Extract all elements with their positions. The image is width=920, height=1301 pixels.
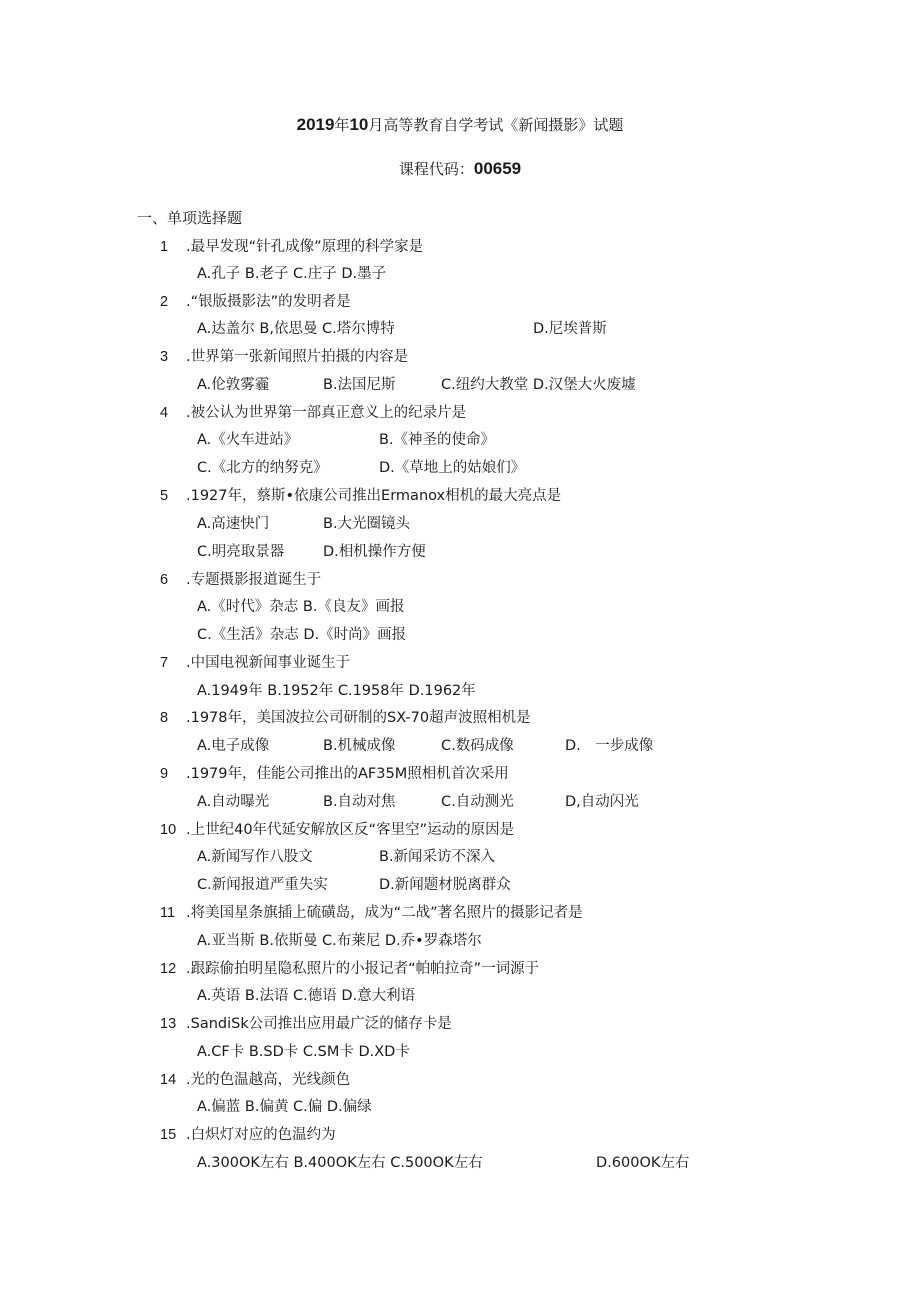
question-number: 12 [160, 961, 177, 977]
option-b: B.自动对焦 [323, 794, 396, 810]
title-year-suffix: 年 [334, 116, 350, 134]
option-line: A.《时代》杂志 B.《良友》画报 [197, 599, 405, 615]
option-line: D.600OK左右 [596, 1155, 690, 1171]
question-text: .“银版摄影法”的发明者是 [186, 294, 351, 310]
question-1 [160, 236, 423, 258]
option-c: C.数码成像 [441, 738, 514, 754]
option-a: A.自动曝光 [197, 794, 270, 810]
option-b: B.机械成像 [323, 738, 396, 754]
question-text: .SandiSk公司推出应用最广泛的储存卡是 [186, 1016, 452, 1032]
option-line: A.1949年 B.1952年 C.1958年 D.1962年 [197, 683, 476, 699]
option-b: B.《神圣的使命》 [379, 432, 496, 448]
question-text: .1927年，蔡斯•依康公司推出Ermanox相机的最大亮点是 [186, 488, 562, 504]
option-a: A.《火车进站》 [197, 432, 299, 448]
option-line: C.《生活》杂志 D.《时尚》画报 [197, 627, 407, 643]
question-text: .1979年，佳能公司推出的AF35M照相机首次采用 [186, 766, 509, 782]
question-number: 14 [160, 1072, 177, 1088]
course-code-label: 课程代码： [398, 160, 474, 178]
option-cd: C.纽约大教堂 D.汉堡大火废墟 [441, 377, 636, 393]
question-number: 6 [160, 572, 169, 588]
section-title: 一、单项选择题 [137, 209, 243, 227]
question-number: 1 [160, 239, 169, 255]
option-a: A.电子成像 [197, 738, 270, 754]
option-b: B.新闻采访不深入 [379, 849, 496, 865]
option-d: D.相机操作方便 [323, 544, 426, 560]
option-c: C.新闻报道严重失实 [197, 877, 328, 893]
option-line: A.偏蓝 B.偏黄 C.偏 D.偏绿 [197, 1099, 372, 1115]
question-text: .上世纪40年代延安解放区反“客里空”运动的原因是 [186, 822, 515, 838]
option-line: A.达盖尔 B,依思曼 C.塔尔博特 [197, 321, 395, 337]
question-14 [160, 1069, 350, 1091]
question-number: 13 [160, 1016, 177, 1032]
question-number: 2 [160, 294, 169, 310]
question-5 [160, 485, 561, 507]
exam-title [0, 114, 920, 136]
question-text: .专题摄影报道诞生于 [186, 572, 322, 588]
option-line: D.尼埃普斯 [533, 321, 607, 337]
option-line: A.英语 B.法语 C.德语 D.意大利语 [197, 988, 416, 1004]
question-number: 5 [160, 488, 169, 504]
question-number: 8 [160, 710, 169, 726]
question-text: .被公认为世界第一部真正意义上的纪录片是 [186, 405, 467, 421]
option-c: C.明亮取景器 [197, 544, 285, 560]
question-number: 4 [160, 405, 169, 421]
question-text: .中国电视新闻事业诞生于 [186, 655, 351, 671]
question-15 [160, 1124, 336, 1146]
course-code [0, 158, 920, 180]
option-d: D,自动闪光 [565, 794, 639, 810]
option-d: D. 一步成像 [565, 738, 654, 754]
question-text: .白炽灯对应的色温约为 [186, 1127, 336, 1143]
question-text: .跟踪偷拍明星隐私照片的小报记者“帕帕拉奇”一词源于 [186, 961, 540, 977]
option-c: C.《北方的纳努克》 [197, 460, 328, 476]
question-text: .将美国星条旗插上硫磺岛，成为“二战”著名照片的摄影记者是 [186, 905, 583, 921]
question-number: 3 [160, 349, 169, 365]
question-text: .最早发现“针孔成像”原理的科学家是 [186, 239, 424, 255]
option-line: A.300OK左右 B.400OK左右 C.500OK左右 [197, 1155, 483, 1171]
question-number: 9 [160, 766, 169, 782]
question-2 [160, 291, 351, 313]
question-11 [160, 902, 583, 924]
question-7 [160, 652, 350, 674]
option-a: A.伦敦雾霾 [197, 377, 270, 393]
course-code-value: 00659 [473, 159, 522, 178]
question-text: .光的色温越高，光线颜色 [186, 1072, 351, 1088]
option-d: D.新闻题材脱离群众 [379, 877, 511, 893]
question-10 [160, 819, 514, 841]
question-13 [160, 1013, 452, 1035]
question-number: 15 [160, 1127, 177, 1143]
option-a: A.高速快门 [197, 516, 270, 532]
option-a: A.新闻写作八股文 [197, 849, 313, 865]
title-year: 2019 [296, 115, 335, 134]
question-text: .1978年，美国波拉公司研制的SX-70超声波照相机是 [186, 710, 531, 726]
option-d: D.《草地上的姑娘们》 [379, 460, 526, 476]
option-line: A.CF卡 B.SD卡 C.SM卡 D.XD卡 [197, 1044, 410, 1060]
option-c: C.自动测光 [441, 794, 514, 810]
title-month: 10 [349, 115, 369, 134]
question-number: 11 [160, 905, 176, 921]
question-text: .世界第一张新闻照片拍摄的内容是 [186, 349, 409, 365]
title-rest: 月高等教育自学考试《新闻摄影》试题 [368, 116, 624, 134]
question-number: 10 [160, 822, 177, 838]
question-8 [160, 707, 531, 729]
option-b: B.法国尼斯 [323, 377, 396, 393]
question-9 [160, 763, 509, 785]
question-number: 7 [160, 655, 169, 671]
option-line: A.孔子 B.老子 C.庄子 D.墨子 [197, 266, 387, 282]
question-6 [160, 569, 321, 591]
option-line: A.亚当斯 B.依斯曼 C.布莱尼 D.乔•罗森塔尔 [197, 933, 482, 949]
question-4 [160, 402, 466, 424]
option-b: B.大光圈镜头 [323, 516, 411, 532]
question-12 [160, 958, 539, 980]
question-3 [160, 346, 408, 368]
